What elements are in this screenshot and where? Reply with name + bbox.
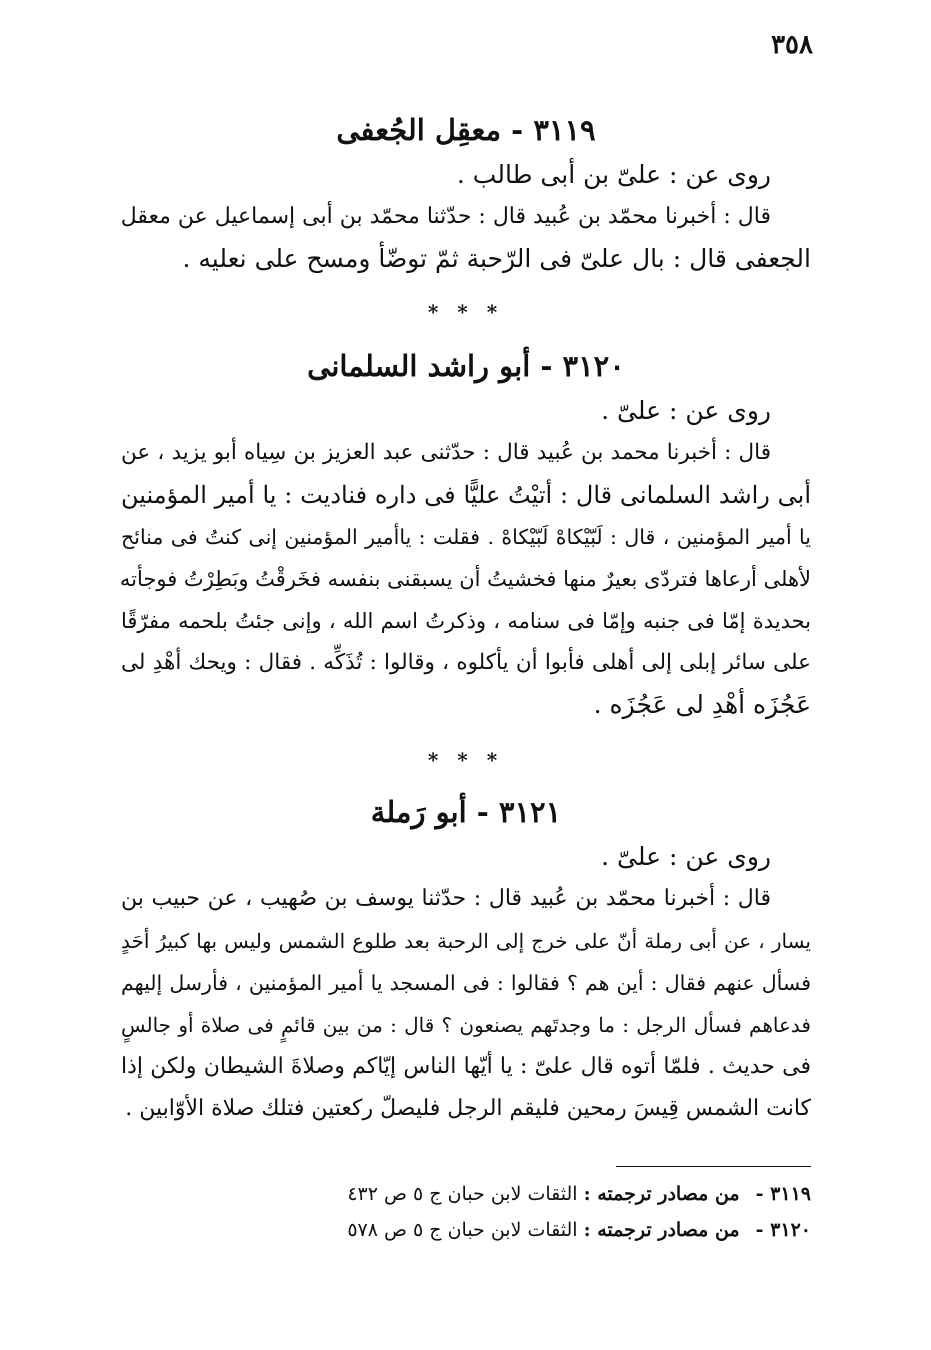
- narration-line: فسأل عنهم فقال : أين هم ؟ فقالوا : فى المسجد يا أمير المؤمنين ، فأرسل إليهم: [121, 971, 811, 995]
- narration-line: قال : أخبرنا محمد بن عُبيد قال : حدّثنى عبد العزيز بن سِياه أبو يزيد ، عن: [121, 440, 771, 465]
- entry-3119: [121, 106, 811, 280]
- footnote-label: من مصادر ترجمته :: [583, 1219, 740, 1241]
- narration-line: قال : أخبرنا محمّد بن عُبيد قال : حدّثنا محمّد بن أبى إسماعيل عن معقل: [120, 204, 771, 229]
- narration-line: على سائر إبلى إلى أهلى فأبوا أن يأكلوه ، وقالوا : تُذَكِّه . فقال : ويحك أهْدِ لى: [121, 650, 811, 675]
- narration-line: فى حديث . فلمّا أتوه قال علىّ : يا أيّها الناس إيّاكم وصلاةَ الشيطان ولكن إذا: [121, 1054, 811, 1079]
- entry-title: ٣١٢١ - أبو رَملة: [370, 795, 562, 829]
- footnote-text: الثقات لابن حبان ج ٥ ص ٤٣٢: [347, 1183, 578, 1205]
- entry-title: ٣١٢٠ - أبو راشد السلمانى: [307, 349, 625, 383]
- narration-line: لأهلى أرعاها فتردّى بعيرٌ منها فخشيتُ أن يسبقنى بنفسه فخَرقْتُ وبَطِرْتُ فوجأته: [119, 567, 811, 591]
- narration-line: فدعاهم فسأل الرجل : ما وجدتَهم يصنعون ؟ قال : من بين قائمٍ فى صلاة أو جالسٍ: [121, 1013, 811, 1037]
- footnote-item: [121, 1212, 811, 1248]
- footnote-number: ٣١١٩ -: [755, 1183, 811, 1205]
- narration-line: كانت الشمس قِيسَ رمحين فليقم الرجل فليصلّ ركعتين فتلك صلاة الأوّابين .: [125, 1096, 811, 1121]
- footnote-divider: [616, 1166, 811, 1167]
- narration-line: روى عن : علىّ .: [601, 842, 771, 871]
- entry-title: ٣١١٩ - معقِل الجُعفى: [336, 113, 596, 147]
- entry-3120: [121, 342, 811, 726]
- narration-line: قال : أخبرنا محمّد بن عُبيد قال : حدّثنا يوسف بن صُهيب ، عن حبيب بن: [121, 886, 771, 911]
- narration-line: بحديدة إمّا فى جنبه وإمّا فى سنامه ، وذكرتُ اسم الله ، وإنى جئتُ بلحمه مفرّقًا: [121, 609, 811, 633]
- footnote-item: [121, 1176, 811, 1212]
- narration-line: عَجُزَه أهْدِ لى عَجُزَه .: [593, 690, 811, 719]
- narration-line: يسار ، عن أبى رملة أنّ على خرج إلى الرحبة بعد طلوع الشمس وليس بها كبيرُ أحَدٍ: [121, 929, 811, 953]
- narration-line: أبى راشد السلمانى قال : أتيْتُ عليًّا فى داره فناديت : يا أمير المؤمنين: [121, 481, 811, 509]
- footnotes: [121, 1176, 811, 1248]
- narration-line: روى عن : علىّ .: [601, 396, 771, 425]
- footnote-text: الثقات لابن حبان ج ٥ ص ٥٧٨: [347, 1219, 578, 1241]
- section-separator: * * *: [427, 748, 504, 772]
- footnote-label: من مصادر ترجمته :: [583, 1183, 740, 1205]
- entry-3121: [121, 788, 811, 1130]
- footnote-number: ٣١٢٠ -: [755, 1219, 811, 1241]
- page-number: ٣٥٨: [771, 30, 813, 60]
- narration-line: روى عن : علىّ بن أبى طالب .: [456, 160, 771, 189]
- section-separator: * * *: [427, 300, 504, 324]
- narration-line: يا أمير المؤمنين ، قال : لَبّيْكاهْ لَبّيْكاهْ . فقلت : ياأمير المؤمنين إنى كنتُ فى منائح: [121, 525, 811, 549]
- narration-line: الجعفى قال : بال علىّ فى الرّحبة ثمّ توضّأ ومسح على نعليه .: [182, 244, 811, 273]
